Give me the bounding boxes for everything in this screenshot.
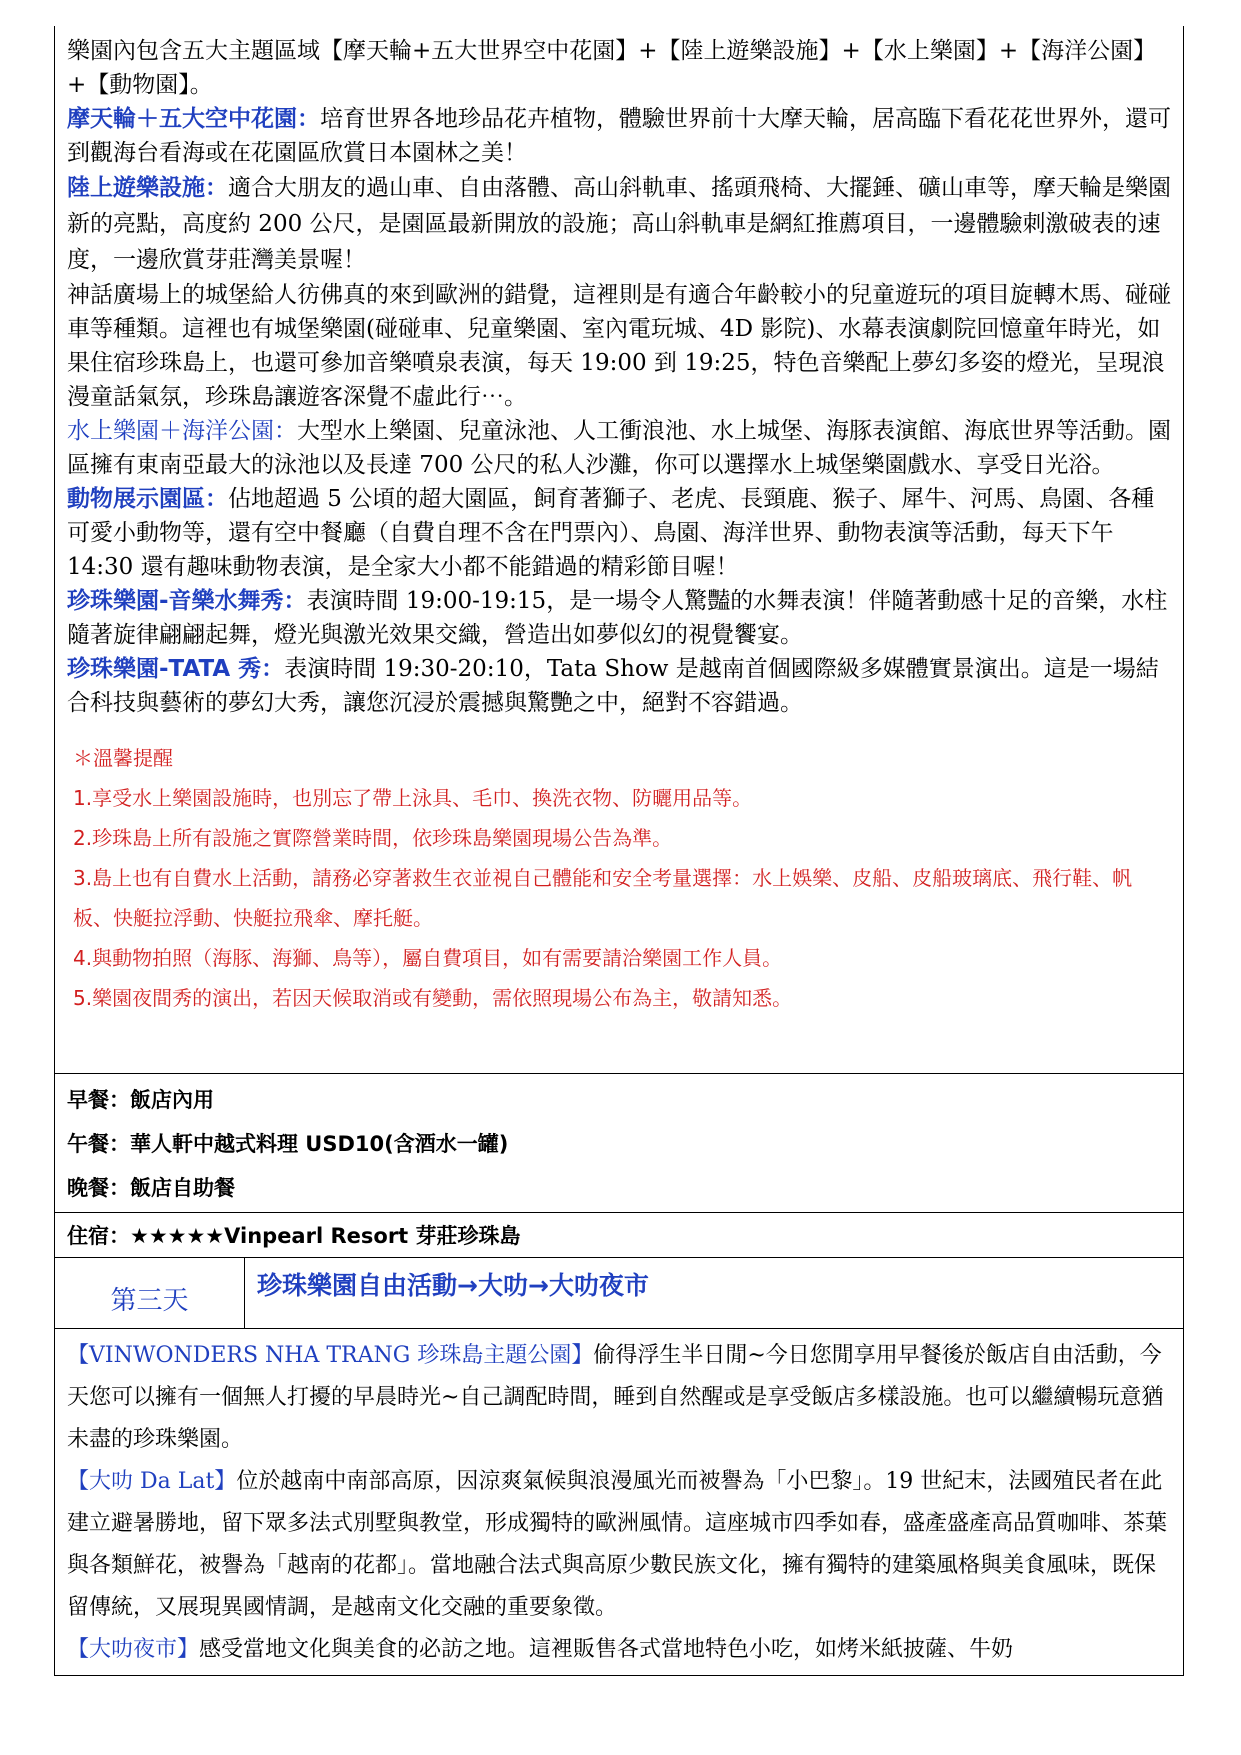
paragraph-text: 位於越南中南部高原，因涼爽氣候與浪漫風光而被譽為「小巴黎」。19 世紀末，法國殖民者在此建立避暑勝地，留下眾多法式別墅與教堂，形成獨特的歐洲風情。這座城市四季如春，盛產盛產高品質咖啡、茶葉與各類鮮花，被譽為「越南的花都」。當地融合法式與高原少數民族文化，擁有獨特的建築風格與美食風味，既保留傳統，又展現異國情調，是越南文化交融的重要象徵。 bbox=[67, 1469, 1168, 1620]
paragraph-heading: 【大叻夜市】 bbox=[67, 1637, 200, 1662]
day3-header bbox=[55, 1258, 1183, 1329]
notice-title: ＊溫馨提醒 bbox=[73, 746, 173, 770]
day3-paragraph bbox=[67, 1461, 1171, 1629]
day3-content bbox=[55, 1329, 1183, 1676]
section-myth-square bbox=[67, 278, 1171, 414]
paragraph-heading: 【VINWONDERS NHA TRANG 珍珠島主題公園】 bbox=[67, 1343, 594, 1368]
section-water-park bbox=[67, 414, 1171, 482]
section-text: 適合大朋友的過山車、自由落體、高山斜軌車、搖頭飛椅、大擺錘、礦山車等，摩天輪是樂園新的亮點，高度約 200 公尺，是園區最新開放的設施；高山斜軌車是網紅推薦項目，一邊體驗刺激破表的速度，一邊欣賞芽莊灣美景喔！ bbox=[67, 175, 1171, 273]
section-heading: 陸上遊樂設施： bbox=[67, 175, 228, 201]
day3-paragraph bbox=[67, 1629, 1171, 1671]
notice-item: 3.島上也有自費水上活動，請務必穿著救生衣並視自己體能和安全考量選擇：水上娛樂、皮船、皮船玻璃底、飛行鞋、帆板、快艇拉浮動、快艇拉飛傘、摩托艇。 bbox=[73, 866, 1133, 930]
notice-item: 2.珍珠島上所有設施之實際營業時間，依珍珠島樂園現場公告為準。 bbox=[73, 826, 673, 850]
section-text: 表演時間 19:30-20:10，Tata Show 是越南首個國際級多媒體實景演出。這是一場結合科技與藝術的夢幻大秀，讓您沉浸於震撼與驚艷之中，絕對不容錯過。 bbox=[67, 656, 1159, 716]
section-text: 神話廣場上的城堡給人彷佛真的來到歐洲的錯覺，這裡則是有適合年齡較小的兒童遊玩的項目旋轉木馬、碰碰車等種類。這裡也有城堡樂園(碰碰車、兒童樂園、室內電玩城、4D 影院)、水幕表演劇院回憶童年時光，如果住宿珍珠島上，也還可參加音樂噴泉表演，每天 19:00 到 19:25，特色音樂配上夢幻多姿的燈光，呈現浪漫童話氣氛，珍珠島讓遊客深覺不虛此行⋯。 bbox=[67, 282, 1171, 410]
intro-paragraph: 樂園內包含五大主題區域【摩天輪+五大世界空中花園】+【陸上遊樂設施】+【水上樂園】+【海洋公園】+【動物園】。 bbox=[67, 38, 1157, 98]
notice-item: 1.享受水上樂園設施時，也別忘了帶上泳具、毛巾、換洗衣物、防曬用品等。 bbox=[73, 786, 753, 810]
section-heading: 水上樂園＋海洋公園： bbox=[67, 418, 297, 444]
dinner: 晚餐：飯店自助餐 bbox=[67, 1176, 235, 1200]
section-land-rides bbox=[67, 170, 1171, 278]
paragraph-text: 感受當地文化與美食的必訪之地。這裡販售各式當地特色小吃，如烤米紙披薩、牛奶 bbox=[199, 1637, 1014, 1662]
day-title: 珍珠樂園自由活動→大叻→大叻夜市 bbox=[257, 1271, 649, 1300]
section-tata-show bbox=[67, 652, 1171, 720]
notice-item: 5.樂園夜間秀的演出，若因天候取消或有變動，需依照現場公布為主，敬請知悉。 bbox=[73, 986, 793, 1010]
section-ferris-wheel bbox=[67, 102, 1171, 170]
meals-section bbox=[55, 1074, 1183, 1213]
section-heading: 珍珠樂園-音樂水舞秀： bbox=[67, 588, 307, 614]
section-heading: 摩天輪＋五大空中花園： bbox=[67, 106, 320, 132]
paragraph-heading: 【大叻 Da Lat】 bbox=[67, 1469, 237, 1494]
day2-attractions-section bbox=[55, 26, 1183, 1074]
section-text: 培育世界各地珍品花卉植物，體驗世界前十大摩天輪，居高臨下看花花世界外，還可到觀海台看海或在花園區欣賞日本園林之美！ bbox=[67, 106, 1171, 166]
section-zoo bbox=[67, 482, 1171, 584]
notice-item: 4.與動物拍照（海豚、海獅、鳥等），屬自費項目，如有需要請洽樂園工作人員。 bbox=[73, 946, 783, 970]
notice-box bbox=[67, 738, 1171, 1018]
section-text: 表演時間 19:00-19:15，是一場令人驚豔的水舞表演！伴隨著動感十足的音樂，水柱隨著旋律翩翩起舞，燈光與激光效果交織，營造出如夢似幻的視覺饗宴。 bbox=[67, 588, 1168, 648]
section-heading: 珍珠樂園-TATA 秀： bbox=[67, 656, 285, 682]
section-text: 大型水上樂園、兒童泳池、人工衝浪池、水上城堡、海豚表演館、海底世界等活動。園區擁有東南亞最大的泳池以及長達 700 公尺的私人沙灘，你可以選擇水上城堡樂園戲水、享受日光浴。 bbox=[67, 418, 1171, 478]
section-text: 佔地超過 5 公頃的超大園區，飼育著獅子、老虎、長頸鹿、猴子、犀牛、河馬、鳥園、各種可愛小動物等，還有空中餐廳（自費自理不含在門票內）、鳥園、海洋世界、動物表演等活動，每天下午 14:30 還有趣味動物表演，是全家大小都不能錯過的精彩節目喔！ bbox=[67, 486, 1155, 580]
section-heading: 動物展示園區： bbox=[67, 486, 228, 512]
paragraph-text: 偷得浮生半日閒~今日您閒享用早餐後於飯店自由活動，今天您可以擁有一個無人打擾的早晨時光~自己調配時間，睡到自然醒或是享受飯店多樣設施。也可以繼續暢玩意猶未盡的珍珠樂園。 bbox=[67, 1343, 1164, 1452]
breakfast: 早餐：飯店內用 bbox=[67, 1088, 214, 1112]
day3-paragraph bbox=[67, 1335, 1171, 1461]
lunch: 午餐：華人軒中越式料理 USD10(含酒水一罐) bbox=[67, 1132, 509, 1156]
section-water-show bbox=[67, 584, 1171, 652]
hotel-row: 住宿：★★★★★Vinpearl Resort 芽莊珍珠島 bbox=[55, 1213, 1183, 1258]
day-label: 第三天 bbox=[55, 1258, 245, 1328]
